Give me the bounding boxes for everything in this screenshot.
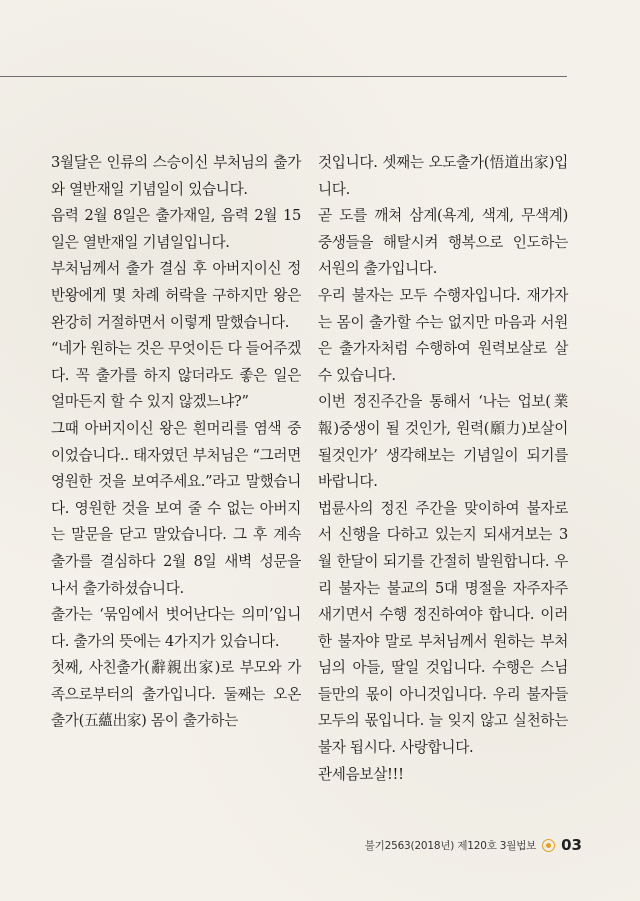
page-number: 03 — [561, 836, 582, 854]
dharma-wheel-icon — [542, 839, 555, 852]
paragraph: 이번 정진주간을 통해서 ‘나는 업보(業報)중생이 될 것인가, 원력(願力)보살이 될것인가’ 생각해보는 기념일이 되기를 바랍니다. — [318, 393, 568, 491]
header-rule — [0, 76, 567, 77]
paragraph: 법륜사의 정진 주간을 맞이하여 불자로서 신행을 다하고 있는지 되새겨보는 3월 한달이 되기를 간절히 발원합니다. 우리 불자는 불교의 5대 명절을 자주자주 새기면서 수행 정진하여야 합니다. 이러한 불자야 말로 부처님께서 원하는 부처님의 아들, 딸일 것입니다. 수행은 스님들만의 몫이 아니것입니다. 우리 불자들 모두의 몫입니다. 늘 잊지 않고 실천하는 불자 됩시다. 사랑합니다. — [318, 499, 568, 757]
paragraph: 그때 아버지이신 왕은 흰머리를 염색 중 이었습니다.. 태자였던 부처님은 “그러면 영원한 것을 보여주세요.”라고 말했습니다. 영원한 것을 보여 줄 수 없는 아버지는 말문을 닫고 말았습니다. 그 후 계속 출가를 결심하다 2월 8일 새벽 성문을 나서 출가하셨습니다. — [51, 419, 301, 597]
paragraph: “네가 원하는 것은 무엇이든 다 들어주겠다. 꼭 출가를 하지 않더라도 좋은 일은 얼마든지 할 수 있지 않겠느냐?” — [51, 340, 301, 411]
paragraph: 관세음보살!!! — [318, 765, 404, 783]
paragraph: 음력 2월 8일은 출가재일, 음력 2월 15일은 열반재일 기념일입니다. — [51, 207, 301, 251]
paragraph: 것입니다. 셋째는 오도출가(悟道出家)입니다. — [318, 154, 568, 198]
article-right-column — [318, 150, 568, 788]
paragraph: 출가는 ‘묶임에서 벗어난다는 의미’입니다. 출가의 뜻에는 4가지가 있습니다. — [51, 606, 301, 650]
paragraph: 곧 도를 깨쳐 삼계(욕계, 색계, 무색계) 중생들을 해탈시켜 행복으로 인도하는 서원의 출가입니다. — [318, 207, 568, 278]
paragraph: 첫째, 사친출가(辭親出家)로 부모와 가족으로부터의 출가입니다. 둘째는 오온출가(五蘊出家) 몸이 출가하는 — [51, 659, 301, 730]
paragraph: 3월달은 인류의 스승이신 부처님의 출가와 열반재일 기념일이 있습니다. — [51, 154, 301, 198]
paragraph: 부처님께서 출가 결심 후 아버지이신 정반왕에게 몇 차례 허락을 구하지만 왕은 완강히 거절하면서 이렇게 말했습니다. — [51, 260, 301, 331]
paragraph: 우리 불자는 모두 수행자입니다. 재가자는 몸이 출가할 수는 없지만 마음과 서원은 출가자처럼 수행하여 원력보살로 살 수 있습니다. — [318, 286, 568, 384]
issue-info: 불기2563(2018년) 제120호 3월법보 — [364, 839, 537, 852]
article-left-column — [51, 150, 301, 735]
page-footer — [365, 836, 582, 854]
